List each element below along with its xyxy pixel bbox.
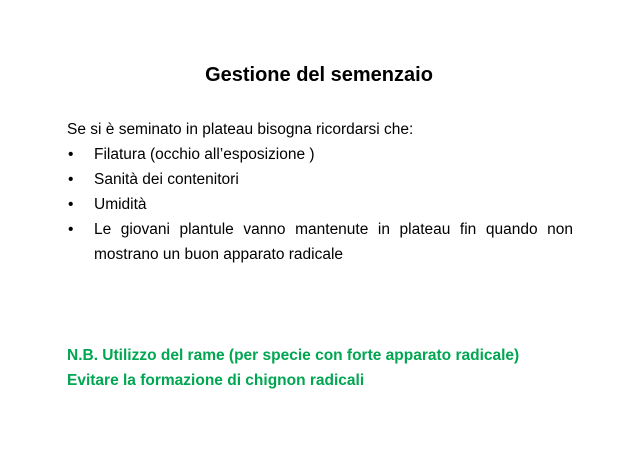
bullet-item: [67, 217, 573, 267]
bullet-item: [67, 167, 573, 192]
bullet-text: Umidità: [94, 196, 147, 213]
bullet-list: [67, 142, 573, 267]
bullet-text: Filatura (occhio all’esposizione ): [94, 146, 315, 163]
bullet-dot: •: [68, 196, 74, 213]
intro-text: Se si è seminato in plateau bisogna ricordarsi che:: [67, 121, 414, 138]
bullet-dot: •: [68, 171, 74, 188]
note-line-copper: N.B. Utilizzo del rame (per specie con forte apparato radicale): [67, 347, 520, 364]
slide-body: [67, 117, 573, 267]
bullet-dot: •: [68, 221, 74, 238]
bullet-text: Le giovani plantule vanno mantenute in plateau fin quando non mostrano un buon apparato radicale: [94, 221, 573, 263]
bullet-item: [67, 192, 573, 217]
note-line-chignon: Evitare la formazione di chignon radicali: [67, 372, 365, 389]
slide-title: Gestione del semenzaio: [205, 64, 433, 86]
bullet-item: [67, 142, 573, 167]
bullet-dot: •: [68, 146, 74, 163]
bullet-text: Sanità dei contenitori: [94, 171, 239, 188]
note-block: [67, 343, 573, 393]
